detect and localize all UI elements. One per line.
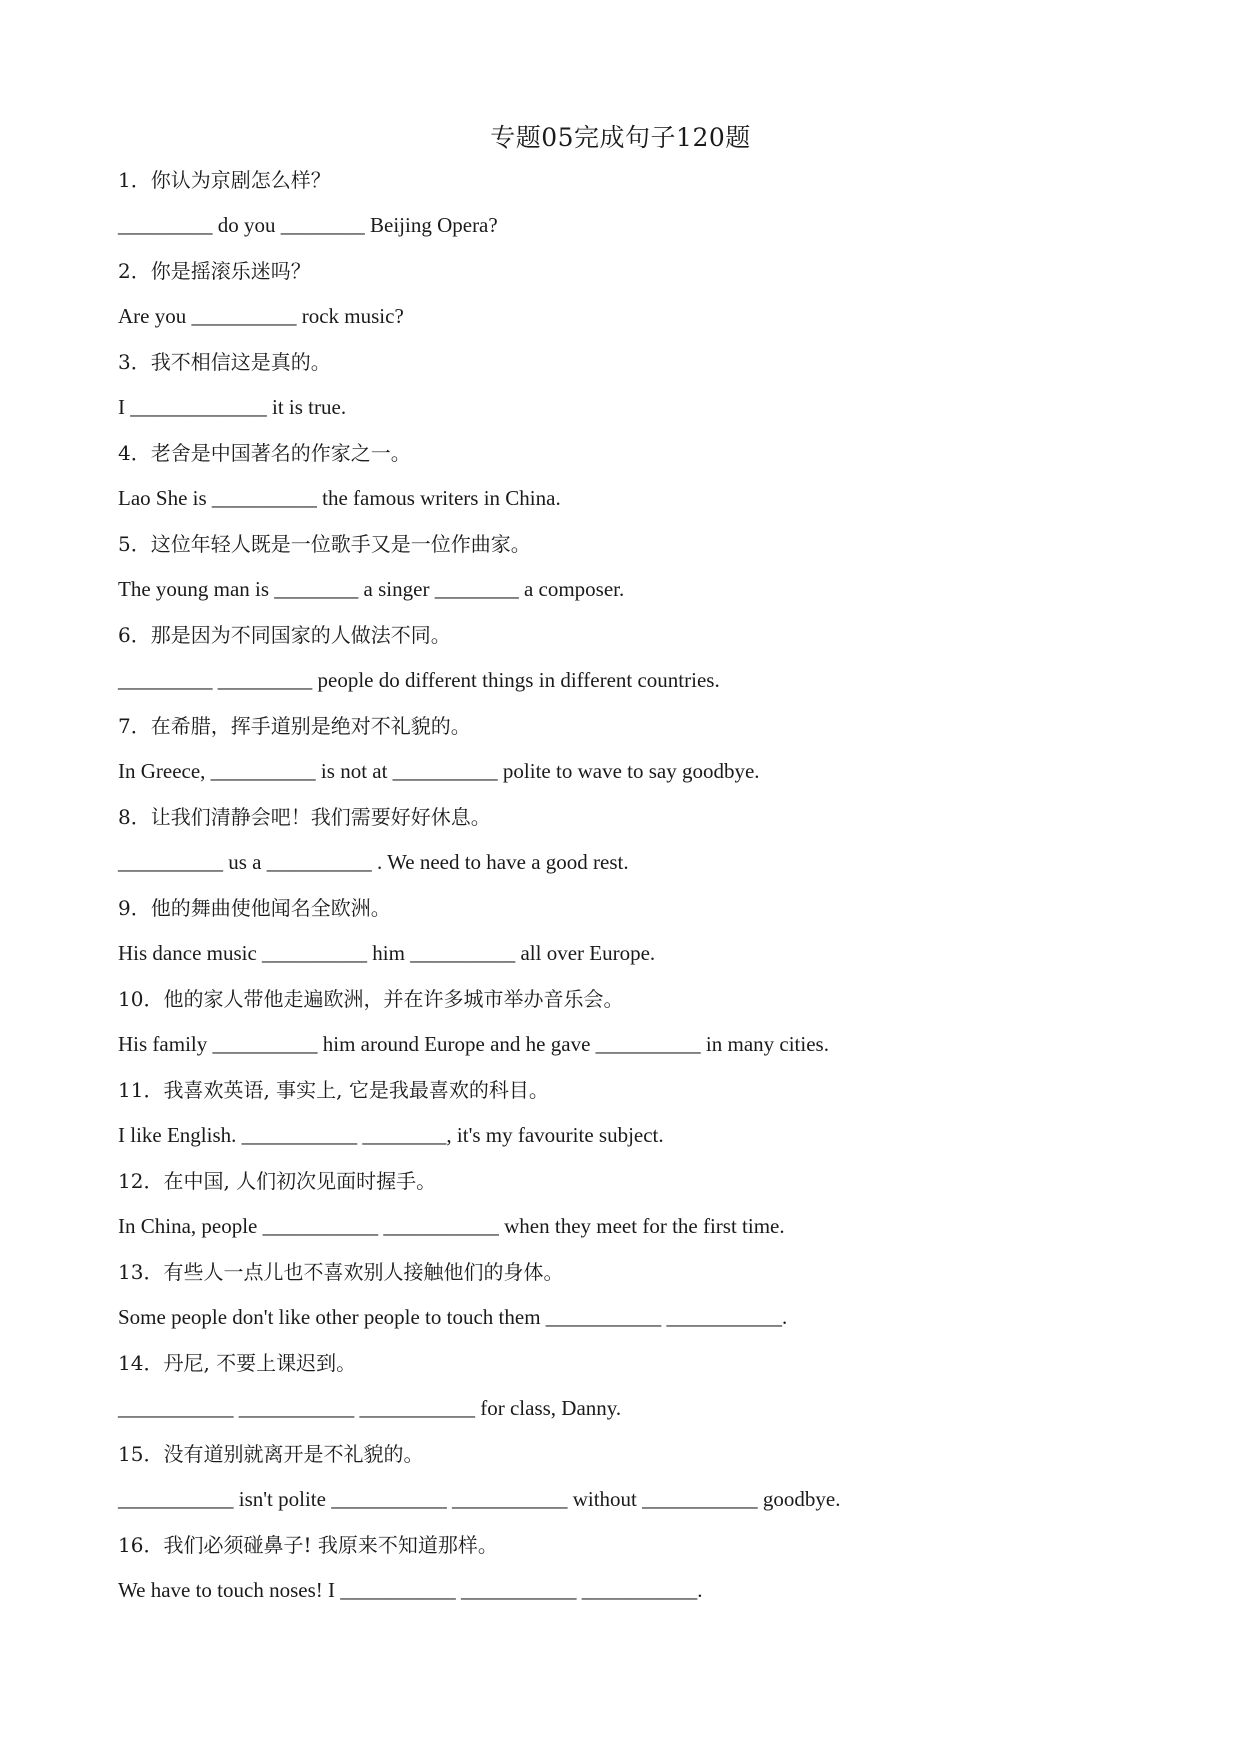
question-prompt-cn: 4．老舍是中国著名的作家之一。: [118, 441, 411, 465]
question-prompt-cn: 16．我们必须碰鼻子! 我原来不知道那样。: [118, 1533, 498, 1557]
question-item: [118, 985, 1128, 1076]
question-sentence-en: We have to touch noses! I ___________ ___________ ___________.: [118, 1578, 703, 1602]
question-sentence-en: ___________ ___________ ___________ for class, Danny.: [118, 1396, 622, 1420]
question-sentence-en: I _____________ it is true.: [118, 395, 347, 419]
question-sentence-en: Are you __________ rock music?: [118, 304, 404, 328]
question-prompt-cn: 14．丹尼, 不要上课迟到。: [118, 1351, 357, 1375]
question-prompt-cn: 3．我不相信这是真的。: [118, 350, 331, 374]
question-sentence-en: __________ us a __________ . We need to have a good rest.: [118, 850, 629, 874]
question-prompt-cn: 12．在中国, 人们初次见面时握手。: [118, 1169, 437, 1193]
question-item: [118, 348, 1128, 439]
question-prompt-cn: 8．让我们清静会吧！我们需要好好休息。: [118, 805, 491, 829]
question-item: [118, 803, 1128, 894]
question-sentence-en: His family __________ him around Europe and he gave __________ in many cities.: [118, 1032, 829, 1056]
question-item: [118, 1531, 1128, 1622]
question-sentence-en: The young man is ________ a singer ________ a composer.: [118, 577, 625, 601]
question-item: [118, 1349, 1128, 1440]
question-sentence-en: _________ _________ people do different things in different countries.: [118, 668, 720, 692]
question-item: [118, 1258, 1128, 1349]
question-item: [118, 166, 1128, 257]
question-item: [118, 1076, 1128, 1167]
question-prompt-cn: 10．他的家人带他走遍欧洲，并在许多城市举办音乐会。: [118, 987, 624, 1011]
question-item: [118, 621, 1128, 712]
question-sentence-en: In Greece, __________ is not at __________ polite to wave to say goodbye.: [118, 759, 760, 783]
question-prompt-cn: 15．没有道别就离开是不礼貌的。: [118, 1442, 424, 1466]
question-sentence-en: Some people don't like other people to touch them ___________ ___________.: [118, 1305, 788, 1329]
question-sentence-en: Lao She is __________ the famous writers in China.: [118, 486, 561, 510]
question-sentence-en: In China, people ___________ ___________ when they meet for the first time.: [118, 1214, 785, 1238]
question-prompt-cn: 11．我喜欢英语, 事实上, 它是我最喜欢的科目。: [118, 1078, 549, 1102]
question-item: [118, 712, 1128, 803]
question-sentence-en: _________ do you ________ Beijing Opera?: [118, 213, 498, 237]
question-list: [118, 166, 1128, 1622]
question-prompt-cn: 9．他的舞曲使他闻名全欧洲。: [118, 896, 391, 920]
question-item: [118, 439, 1128, 530]
question-sentence-en: ___________ isn't polite ___________ ___________ without ___________ goodbye.: [118, 1487, 841, 1511]
page-title: 专题05完成句子120题: [490, 123, 751, 152]
question-prompt-cn: 5．这位年轻人既是一位歌手又是一位作曲家。: [118, 532, 531, 556]
question-item: [118, 530, 1128, 621]
question-prompt-cn: 13．有些人一点儿也不喜欢别人接触他们的身体。: [118, 1260, 564, 1284]
question-item: [118, 894, 1128, 985]
question-item: [118, 257, 1128, 348]
question-prompt-cn: 1．你认为京剧怎么样？: [118, 168, 331, 192]
question-prompt-cn: 7．在希腊，挥手道别是绝对不礼貌的。: [118, 714, 471, 738]
question-prompt-cn: 6．那是因为不同国家的人做法不同。: [118, 623, 451, 647]
question-sentence-en: His dance music __________ him __________ all over Europe.: [118, 941, 656, 965]
question-item: [118, 1440, 1128, 1531]
question-item: [118, 1167, 1128, 1258]
question-sentence-en: I like English. ___________ ________, it's my favourite subject.: [118, 1123, 664, 1147]
question-prompt-cn: 2．你是摇滚乐迷吗？: [118, 259, 311, 283]
